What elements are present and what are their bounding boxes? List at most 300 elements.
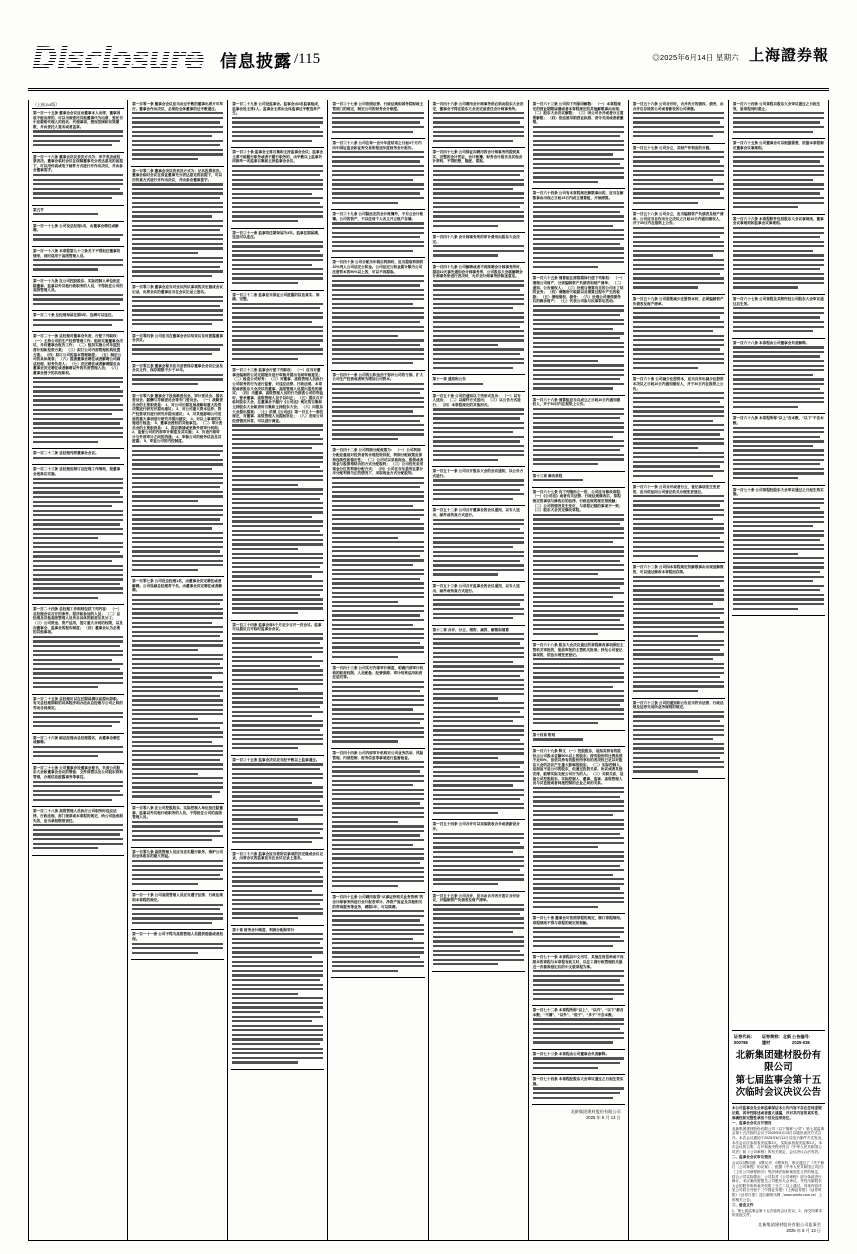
text-line <box>533 610 624 612</box>
text-line <box>232 215 323 217</box>
text-line <box>433 197 524 199</box>
text-line <box>33 755 98 757</box>
article-lead-text: 第一百五十六条 公司合并时，合并各方的债权、债务，由合并后存续的公司或者新设的公司承继。 <box>632 102 724 111</box>
article-lead-text: 第十三章 修改章程 <box>532 473 563 478</box>
text-line <box>733 254 824 256</box>
text-line <box>433 188 513 190</box>
text-line <box>132 158 198 160</box>
text-line <box>633 729 724 731</box>
text-line <box>332 690 419 692</box>
text-line <box>332 112 423 114</box>
text-line <box>232 656 312 658</box>
text-line <box>132 252 198 254</box>
text-line <box>332 174 423 176</box>
article-body-text <box>533 970 624 1000</box>
text-line <box>232 903 319 905</box>
text-line <box>232 1048 323 1050</box>
article-block <box>331 210 424 258</box>
text-line <box>332 582 423 584</box>
text-line <box>433 440 520 442</box>
text-line <box>533 686 613 688</box>
article-body-text <box>33 746 123 757</box>
text-line <box>232 241 323 243</box>
text-line <box>433 652 524 654</box>
text-line <box>332 500 423 502</box>
text-line <box>33 597 98 599</box>
text-line <box>533 708 624 710</box>
text-line <box>132 555 223 557</box>
text-line <box>633 312 724 314</box>
text-line <box>132 546 223 548</box>
text-line <box>232 805 323 807</box>
text-line <box>132 952 198 954</box>
text-line <box>132 482 223 484</box>
text-line <box>232 498 319 500</box>
text-line <box>733 312 824 314</box>
text-line <box>733 383 824 385</box>
article-block <box>131 167 224 284</box>
text-line <box>633 277 724 279</box>
text-line <box>232 951 323 953</box>
text-line <box>533 901 624 903</box>
text-line <box>33 677 123 679</box>
newspaper-column <box>28 100 128 1240</box>
text-line <box>633 550 724 552</box>
text-line <box>433 842 520 844</box>
text-line <box>433 904 524 906</box>
text-line <box>132 599 223 601</box>
article-block <box>732 139 825 215</box>
article-block <box>131 362 224 392</box>
text-line <box>733 264 824 266</box>
text-line <box>433 284 524 286</box>
text-line <box>332 834 419 836</box>
text-line <box>232 637 323 639</box>
text-line <box>733 571 820 573</box>
article-lead-text: 第一百二十五条 总经理可以在任期届满以前提出辞职。有关总经理辞职的具体程序和办法由总经理与公司之间的劳动合同规定。 <box>33 696 123 710</box>
text-line <box>332 736 423 738</box>
text-line <box>533 1067 599 1069</box>
text-line <box>33 721 120 723</box>
text-line <box>433 294 524 296</box>
text-line <box>33 386 120 388</box>
text-line <box>132 626 223 628</box>
text-line <box>232 607 323 609</box>
text-line <box>533 931 624 933</box>
text-line <box>733 544 824 546</box>
text-line <box>533 596 613 598</box>
text-line <box>33 519 123 521</box>
text-line <box>433 693 524 695</box>
text-line <box>733 378 824 380</box>
text-line <box>733 397 824 399</box>
article-block <box>432 506 525 582</box>
text-line <box>633 236 720 238</box>
text-line <box>633 667 724 669</box>
text-line <box>132 319 223 321</box>
text-line <box>733 365 824 367</box>
text-line <box>232 344 319 346</box>
article-lead-text: 第一百五十七条 公司分立，其财产作相应的分割。 <box>632 145 713 150</box>
text-line <box>332 197 423 199</box>
text-line <box>33 496 123 498</box>
text-line <box>232 566 319 568</box>
article-block <box>331 664 424 749</box>
text-line <box>633 367 699 369</box>
text-line <box>132 649 198 651</box>
text-line <box>633 626 724 628</box>
article-lead-text: 第一百二十六条 副总经理由总经理提名，由董事会聘任或解聘。 <box>33 735 121 745</box>
text-line <box>332 592 423 594</box>
article-lead-text: 第一百一十条 公司高级管理人员应当遵守法律、行政法规和本章程的规定。 <box>132 893 223 902</box>
text-line <box>132 913 223 915</box>
text-line <box>132 140 223 142</box>
article-lead-text: 第一百六十七条 有下列情形之一的，公司应当修改章程： （一）《公司法》或者有关法律、行政法规修改后，章程规定的事项与修改后的法律、行政法规的规定相抵触； （二）公司的情况发生变化，与章程记载的事项不一致； （三）股东大会决定修改章程。 <box>532 489 624 513</box>
text-line <box>633 649 720 651</box>
text-line <box>332 695 423 697</box>
article-block <box>32 153 124 206</box>
text-line <box>533 814 613 816</box>
text-line <box>332 330 423 332</box>
text-line <box>433 608 524 610</box>
text-line <box>332 830 423 832</box>
announcement-section-body: 北新集团建材股份有限公司（以下简称“公司”）第七届监事会第十五次临时会议于2025年6月13日以通讯表决方式召开。本次会议通知于2025年6月11日以电子邮件方式发出。本次会议应参加表决监事3人，实际参加表决监事3人。本次会议的召集、召开和表决程序符合《中华人民共和国公司法》和《公司章程》的有关规定，会议决议合法有效。 <box>731 1126 825 1154</box>
text-line <box>733 232 824 234</box>
text-line <box>33 135 123 137</box>
text-line <box>332 202 398 204</box>
text-line <box>132 741 212 743</box>
text-line <box>633 500 724 502</box>
text-line <box>633 410 724 412</box>
text-line <box>332 245 423 247</box>
text-line <box>433 794 524 796</box>
text-line <box>533 1097 613 1099</box>
text-line <box>533 328 613 330</box>
text-line <box>132 860 223 862</box>
article-lead-text: 第一百四十八条 会计师事务所的审计费用由股东大会决定。 <box>432 235 520 244</box>
text-line <box>633 470 724 472</box>
article-body-text <box>633 392 724 477</box>
text-line <box>633 509 724 511</box>
announcement-number: 公告编号：2025-038 <box>792 1033 813 1045</box>
text-line <box>533 633 599 635</box>
article-body-text <box>132 821 223 842</box>
text-line <box>433 945 524 947</box>
text-line <box>332 289 423 291</box>
text-line <box>132 874 219 876</box>
text-line <box>132 463 223 465</box>
text-line <box>232 970 323 972</box>
text-line <box>533 172 624 174</box>
article-body-text <box>633 151 724 204</box>
text-line <box>533 851 624 853</box>
text-line <box>232 683 323 685</box>
text-line <box>733 401 824 403</box>
text-line <box>33 130 123 132</box>
article-block <box>32 449 124 465</box>
text-line <box>533 225 613 227</box>
text-line <box>433 215 524 217</box>
text-line <box>533 560 620 562</box>
text-line <box>132 622 212 624</box>
text-line <box>533 305 624 307</box>
text-line <box>533 619 620 621</box>
text-line <box>232 585 323 587</box>
text-line <box>733 282 824 284</box>
article-lead-text: 第一百四十五条 公司聘用取得“从事证券相关业务资格”的会计师事务所进行会计报表审计、净资产验证及其他相关的咨询服务等业务，聘期1年，可以续聘。 <box>332 895 424 909</box>
text-line <box>633 131 724 133</box>
text-line <box>332 165 423 167</box>
text-line <box>733 603 824 605</box>
text-line <box>132 908 219 910</box>
text-line <box>433 326 520 328</box>
text-line <box>733 436 820 438</box>
text-line <box>433 940 524 942</box>
text-line <box>232 424 323 426</box>
article-body-text <box>132 904 223 925</box>
text-line <box>332 637 423 639</box>
text-line <box>433 752 524 754</box>
article-body-text <box>533 305 624 390</box>
text-line <box>132 686 223 688</box>
text-line <box>433 541 524 543</box>
article-body-text <box>232 303 323 360</box>
article-lead-text: 第一百二十一条 总经理对董事会负责，行使下列职权： （一）主持公司的生产经营管理工作，组织实施董事会决议，并向董事会报告工作； （二）组织实施公司年度经营计划和投资方案； （三）拟订公司内部管理机构设置方案； （四）拟订公司的基本管理制度； （五）制定公司的具体规章； （六）提请董事会聘任或者解聘公司副总经理、财务负责人； （七）决定聘任或者解聘除应由董事会决定聘任或者解聘以外的负责管理人员； （八）董事会授予的其他职权。 <box>33 334 123 375</box>
text-line <box>433 121 520 123</box>
article-block <box>432 820 525 891</box>
text-line <box>232 245 323 247</box>
text-line <box>633 126 724 128</box>
text-line <box>33 838 123 840</box>
text-line <box>433 493 524 495</box>
article-lead-text: 第一百三十二条 监事应当保证公司披露的信息真实、准确、完整。 <box>232 292 320 302</box>
text-line <box>33 537 98 539</box>
text-line <box>433 959 524 961</box>
text-line <box>633 424 724 426</box>
text-line <box>733 553 799 555</box>
text-line <box>232 837 323 839</box>
text-line <box>533 887 620 889</box>
text-line <box>33 294 123 296</box>
article-lead-text: 第一百零四条 公司应当在董事会会议结束后及时披露董事会决议。 <box>132 333 223 343</box>
text-line <box>33 640 123 642</box>
text-line <box>33 174 123 176</box>
text-line <box>633 608 724 610</box>
text-line <box>533 140 624 142</box>
text-line <box>533 383 624 385</box>
text-line <box>533 592 624 594</box>
article-body-text <box>733 227 824 289</box>
text-line <box>132 713 223 715</box>
text-line <box>33 478 123 480</box>
text-line <box>733 326 824 328</box>
text-line <box>733 151 824 153</box>
text-line <box>132 663 219 665</box>
text-line <box>232 434 319 436</box>
text-line <box>132 635 219 637</box>
article-body-text <box>132 374 223 385</box>
text-line <box>533 975 624 977</box>
text-line <box>332 222 423 224</box>
article-block <box>331 893 424 978</box>
article-block <box>231 291 324 367</box>
article-body-text <box>232 117 323 142</box>
text-line <box>533 1018 624 1020</box>
masthead <box>0 0 857 92</box>
text-line <box>332 232 423 234</box>
text-line <box>633 420 713 422</box>
text-line <box>533 351 624 353</box>
article-body-text <box>132 594 223 798</box>
article-block <box>432 392 525 468</box>
text-line <box>533 718 624 720</box>
text-line <box>433 431 513 433</box>
text-line <box>733 183 824 185</box>
text-line <box>533 564 624 566</box>
text-line <box>533 878 624 880</box>
text-line <box>433 780 524 782</box>
text-line <box>433 459 499 461</box>
text-line <box>232 1016 323 1018</box>
text-line <box>232 511 323 513</box>
text-line <box>132 220 223 222</box>
text-line <box>633 250 724 252</box>
text-line <box>332 699 423 701</box>
text-line <box>332 624 412 626</box>
article-body-text <box>132 943 223 954</box>
text-line <box>332 816 423 818</box>
text-line <box>132 768 223 770</box>
text-line <box>232 984 323 986</box>
text-line <box>33 303 120 305</box>
article-body-text <box>33 234 123 241</box>
text-line <box>232 942 319 944</box>
text-line <box>533 257 624 259</box>
text-line <box>433 436 524 438</box>
article-block <box>532 274 625 396</box>
text-line <box>733 472 824 474</box>
text-line <box>332 853 423 855</box>
text-line <box>332 722 419 724</box>
text-line <box>332 681 423 683</box>
text-line <box>232 443 323 445</box>
text-line <box>232 330 323 332</box>
text-line <box>733 463 820 465</box>
text-line <box>733 562 824 564</box>
article-signature <box>532 1109 625 1121</box>
text-line <box>433 206 520 208</box>
article-lead-text: 第十一章 通知和公告 <box>432 377 466 382</box>
text-line <box>433 954 524 956</box>
text-line <box>633 621 724 623</box>
text-line <box>332 523 423 525</box>
text-line <box>433 803 524 805</box>
text-line <box>132 149 223 151</box>
text-line <box>332 433 423 435</box>
text-line <box>232 974 323 976</box>
text-line <box>533 449 620 451</box>
text-line <box>33 505 112 507</box>
text-line <box>332 410 412 412</box>
text-line <box>132 654 223 656</box>
article-lead-text: 第十二章 合并、分立、增资、减资、解散和清算 <box>432 627 509 632</box>
text-line <box>33 587 123 589</box>
text-line <box>733 202 824 204</box>
text-line <box>633 156 724 158</box>
text-line <box>533 206 624 208</box>
article-block <box>532 488 625 642</box>
text-line <box>332 780 423 782</box>
article-body-text <box>533 1057 624 1068</box>
text-line <box>433 599 524 601</box>
text-line <box>232 828 323 830</box>
text-line <box>433 330 524 332</box>
text-line <box>533 374 624 376</box>
text-line <box>132 518 219 520</box>
text-line <box>332 761 423 763</box>
article-lead-text: 第一百三十八条 公司在每一会计年度结束之日起4个月内向中国证监会和证券交易所报送年度财务会计报告。 <box>332 141 422 150</box>
article-body-text <box>232 633 323 750</box>
text-line <box>132 865 223 867</box>
article-lead-text: 第一百一十九条 在公司控股股东、实际控制人单位担任除董事、监事以外其他行政职务的人员，不得担任公司的高级管理人员。 <box>33 278 123 293</box>
text-line <box>733 530 824 532</box>
text-line <box>232 530 319 532</box>
text-line <box>533 514 624 516</box>
text-line <box>232 277 323 279</box>
article-block <box>131 930 224 960</box>
text-line <box>232 353 323 355</box>
text-line <box>332 250 412 252</box>
text-line <box>332 628 423 630</box>
text-line <box>132 468 212 470</box>
text-line <box>633 165 724 167</box>
text-line <box>733 321 824 323</box>
text-line <box>232 899 323 901</box>
text-line <box>533 927 624 929</box>
text-line <box>633 495 724 497</box>
article-block <box>632 483 725 563</box>
text-line <box>132 763 223 765</box>
text-line <box>232 268 323 270</box>
text-line <box>633 316 720 318</box>
text-line <box>733 273 824 275</box>
article-lead-text: 第一百零六条 董事会下设战略委员会、审计委员会、提名委员会、薪酬与考核委员会等专门委员会。 （一）战略委员会的主要职责是： 1、对公司长期发展战略和重大投资决策进行研究并提出建议； 2、对公司重大资本运作、资产经营项目进行研究并提出建议； 3、对其他影响公司发展的重大事项进行研究并提出建议； 4、对以上事项的实施进行检查； 5、董事会授权的其他事宜。 （二）审计委员会的主要职责是： 1、提议聘请或更换外部审计机构； 2、监督公司的内部审计制度及其实施； 3、负责内部审计与外部审计之间的沟通； 4、审核公司的财务信息及其披露； 5、审查公司的内控制度。 <box>132 393 223 444</box>
text-line <box>433 569 524 571</box>
article-lead-text: 第十章 财务会计制度、利润分配和审计 <box>232 927 295 932</box>
text-line <box>433 917 524 919</box>
text-line <box>232 692 323 694</box>
text-line <box>633 339 724 341</box>
text-line <box>433 739 520 741</box>
article-block <box>532 1050 625 1075</box>
text-line <box>232 612 298 614</box>
text-line <box>332 227 423 229</box>
text-line <box>533 810 624 812</box>
text-line <box>132 514 223 516</box>
text-line <box>232 534 323 536</box>
article-block <box>32 222 124 247</box>
article-body-text <box>232 424 323 614</box>
text-line <box>433 532 524 534</box>
text-line <box>533 624 624 626</box>
text-line <box>433 846 524 848</box>
text-line <box>232 580 323 582</box>
text-line <box>232 488 323 490</box>
text-line <box>733 507 820 509</box>
text-line <box>533 1037 624 1039</box>
text-line <box>132 644 223 646</box>
text-line <box>232 493 323 495</box>
